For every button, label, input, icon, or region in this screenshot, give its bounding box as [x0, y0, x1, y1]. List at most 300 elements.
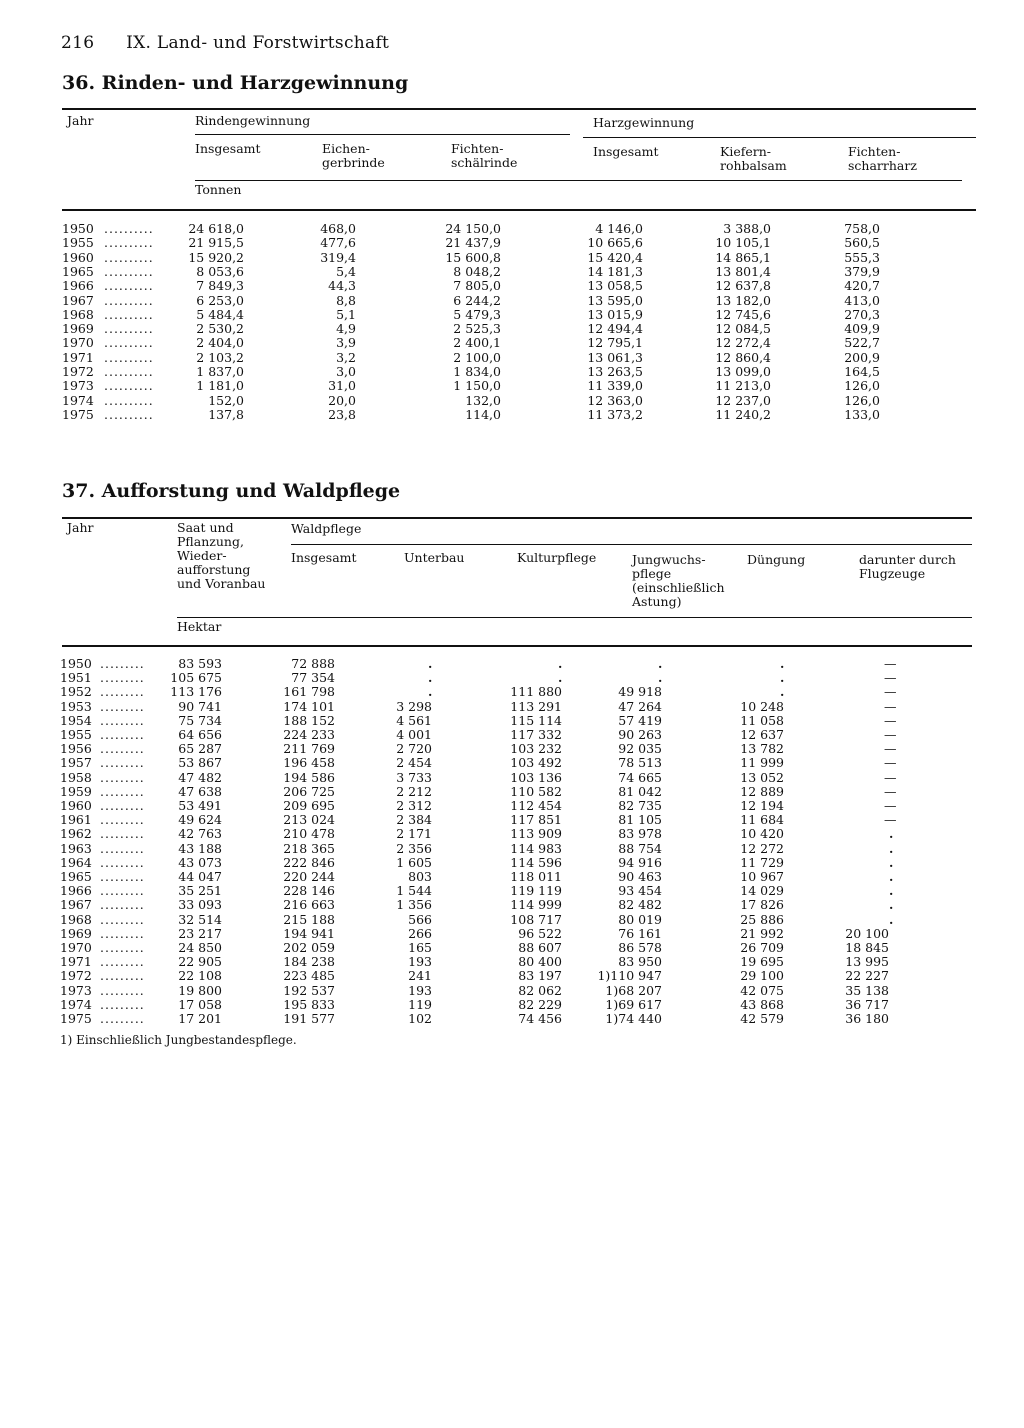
value-cell: 2 212: [396, 783, 432, 799]
value-cell: .: [428, 656, 433, 671]
value-cell: 8 048,2: [453, 263, 501, 279]
value-cell: 11 373,2: [587, 406, 643, 422]
value-cell: 105 675: [170, 670, 222, 686]
value-cell: 12 745,6: [715, 306, 771, 322]
year-cell: 1966: [60, 883, 92, 899]
table37-unit: Hektar: [177, 619, 222, 634]
table37-top-rule: [62, 517, 972, 519]
table-row: [0, 969, 1024, 983]
value-cell: 188 152: [283, 712, 335, 728]
value-cell: 191 577: [283, 1011, 335, 1026]
value-cell: 4,9: [336, 321, 356, 337]
leader-dots: ..........: [104, 349, 154, 365]
value-cell: 88 607: [518, 940, 562, 955]
year-cell: 1970: [62, 335, 94, 351]
leader-dots: .........: [100, 783, 145, 799]
value-cell: 137,8: [208, 406, 244, 422]
value-cell: 31,0: [328, 378, 356, 394]
value-cell: 113 176: [170, 684, 222, 700]
value-cell: 88 754: [618, 840, 662, 856]
value-cell: 409,9: [844, 321, 880, 337]
year-cell: 1969: [62, 321, 94, 337]
value-cell: 20 100: [845, 925, 889, 941]
value-cell: .: [558, 670, 563, 686]
value-cell: 560,5: [844, 235, 880, 251]
value-cell: 132,0: [465, 392, 501, 408]
year-cell: 1959: [60, 783, 92, 799]
year-cell: 1951: [60, 670, 92, 686]
value-cell: —: [884, 741, 897, 757]
year-cell: 1967: [60, 897, 92, 913]
table37-group-waldpflege: Waldpflege: [291, 521, 362, 536]
value-cell: 42 075: [740, 982, 784, 998]
value-cell: 126,0: [844, 392, 880, 408]
value-cell: 2 400,1: [453, 335, 501, 351]
value-cell: 10 420: [740, 826, 784, 842]
value-cell: 270,3: [844, 306, 880, 322]
value-cell: 10 248: [740, 698, 784, 714]
value-cell: 14 865,1: [715, 249, 771, 265]
value-cell: 94 916: [618, 854, 662, 870]
leader-dots: .........: [100, 826, 145, 842]
value-cell: 35 138: [845, 982, 889, 998]
value-cell: 42 579: [740, 1011, 784, 1026]
table-row: [0, 771, 1024, 785]
value-cell: .: [889, 911, 894, 927]
value-cell: 22 227: [845, 968, 889, 984]
value-cell: 2 384: [396, 812, 432, 828]
value-cell: 413,0: [844, 292, 880, 308]
table-row: [0, 322, 1024, 336]
value-cell: 194 941: [283, 925, 335, 941]
value-cell: 165: [408, 940, 432, 955]
value-cell: 118 011: [510, 869, 562, 884]
value-cell: 13 782: [740, 741, 784, 757]
value-cell: 210 478: [283, 826, 335, 842]
value-cell: 81 105: [618, 812, 662, 828]
year-cell: 1973: [60, 982, 92, 998]
value-cell: 35 251: [178, 883, 222, 899]
value-cell: 13 263,5: [587, 364, 643, 379]
table-row: [0, 294, 1024, 308]
value-cell: 96 522: [518, 925, 562, 941]
value-cell: 44 047: [178, 869, 222, 884]
leader-dots: .........: [100, 996, 145, 1012]
value-cell: 200,9: [844, 349, 880, 365]
table37-col-duengung: Düngung: [747, 552, 806, 567]
value-cell: 102: [408, 1011, 432, 1026]
value-cell: 13 061,3: [587, 349, 643, 365]
value-cell: 2 720: [396, 741, 432, 757]
value-cell: 15 920,2: [188, 249, 244, 265]
leader-dots: .........: [100, 954, 145, 970]
value-cell: 43 073: [178, 854, 222, 870]
leader-dots: .........: [100, 883, 145, 899]
value-cell: 2 312: [396, 798, 432, 813]
value-cell: 10 105,1: [715, 235, 771, 251]
value-cell: 80 400: [518, 954, 562, 970]
year-cell: 1950: [62, 221, 94, 236]
value-cell: 86 578: [618, 940, 662, 955]
value-cell: 3,9: [336, 335, 356, 351]
year-cell: 1967: [62, 292, 94, 308]
value-cell: 11 240,2: [715, 406, 771, 422]
value-cell: 17 058: [178, 996, 222, 1012]
leader-dots: .........: [100, 854, 145, 870]
value-cell: 1 837,0: [196, 364, 244, 379]
year-cell: 1960: [60, 798, 92, 813]
value-cell: 82 735: [618, 798, 662, 813]
value-cell: 4 146,0: [595, 221, 643, 236]
value-cell: 555,3: [844, 249, 880, 265]
leader-dots: .........: [100, 798, 145, 813]
value-cell: 64 656: [178, 727, 222, 742]
leader-dots: .........: [100, 684, 145, 700]
year-cell: 1972: [62, 364, 94, 379]
leader-dots: .........: [100, 741, 145, 757]
value-cell: .: [780, 656, 785, 671]
value-cell: 11 729: [740, 854, 784, 870]
value-cell: 14 181,3: [587, 263, 643, 279]
value-cell: 566: [408, 911, 432, 927]
leader-dots: .........: [100, 656, 145, 671]
value-cell: 15 600,8: [445, 249, 501, 265]
value-cell: 21 992: [740, 925, 784, 941]
table36-col-fichtenschaelrinde: Fichten- schälrinde: [451, 141, 518, 170]
value-cell: 57 419: [618, 712, 662, 728]
value-cell: 196 458: [283, 755, 335, 771]
value-cell: 90 463: [618, 869, 662, 884]
table-row: [0, 408, 1024, 422]
value-cell: 12 084,5: [715, 321, 771, 337]
value-cell: 193: [408, 982, 432, 998]
value-cell: 6 244,2: [453, 292, 501, 308]
value-cell: 3 298: [396, 698, 432, 714]
table-row: [0, 351, 1024, 365]
table37-col-jahr: Jahr: [67, 520, 94, 535]
value-cell: 241: [408, 968, 432, 984]
value-cell: 19 695: [740, 954, 784, 970]
year-cell: 1968: [60, 911, 92, 927]
value-cell: 1)110 947: [597, 968, 662, 984]
table37-unit-rule: [177, 617, 972, 618]
value-cell: 206 725: [283, 783, 335, 799]
value-cell: 1)69 617: [605, 996, 662, 1012]
value-cell: 18 845: [845, 940, 889, 955]
value-cell: 3 733: [396, 769, 432, 785]
year-cell: 1966: [62, 278, 94, 294]
value-cell: .: [558, 656, 563, 671]
value-cell: .: [780, 670, 785, 686]
leader-dots: .........: [100, 869, 145, 884]
value-cell: 8,8: [336, 292, 356, 308]
table36-top-rule: [62, 108, 976, 110]
value-cell: 11 999: [740, 755, 784, 771]
table36-col-harz-insgesamt: Insgesamt: [593, 144, 659, 159]
year-cell: 1970: [60, 940, 92, 955]
value-cell: 119: [408, 996, 432, 1012]
value-cell: 161 798: [283, 684, 335, 700]
value-cell: 25 886: [740, 911, 784, 927]
table-row: [0, 379, 1024, 393]
value-cell: 228 146: [283, 883, 335, 899]
value-cell: 114,0: [465, 406, 501, 422]
value-cell: 119 119: [510, 883, 562, 899]
value-cell: 13 995: [845, 954, 889, 970]
leader-dots: ..........: [104, 263, 154, 279]
value-cell: —: [884, 769, 897, 785]
value-cell: 114 596: [510, 854, 562, 870]
value-cell: 78 513: [618, 755, 662, 771]
value-cell: —: [884, 812, 897, 828]
table-row: [0, 756, 1024, 770]
value-cell: 12 194: [740, 798, 784, 813]
value-cell: 126,0: [844, 378, 880, 394]
value-cell: 202 059: [283, 940, 335, 955]
value-cell: 758,0: [844, 221, 880, 236]
year-cell: 1961: [60, 812, 92, 828]
year-cell: 1975: [62, 406, 94, 422]
value-cell: 23,8: [328, 406, 356, 422]
value-cell: —: [884, 727, 897, 742]
value-cell: 12 889: [740, 783, 784, 799]
leader-dots: .........: [100, 769, 145, 785]
leader-dots: ..........: [104, 292, 154, 308]
year-cell: 1954: [60, 712, 92, 728]
page-number: 216: [61, 33, 95, 53]
value-cell: 12 272: [740, 840, 784, 856]
value-cell: 1 605: [396, 854, 432, 870]
table-row: [0, 685, 1024, 699]
value-cell: —: [884, 656, 897, 671]
value-cell: 83 593: [178, 656, 222, 671]
value-cell: 117 851: [510, 812, 562, 828]
table36-col-fichtenscharrharz: Fichten- scharrharz: [848, 144, 917, 173]
value-cell: 152,0: [208, 392, 244, 408]
value-cell: 75 734: [178, 712, 222, 728]
year-cell: 1956: [60, 741, 92, 757]
year-cell: 1953: [60, 698, 92, 714]
value-cell: 112 454: [510, 798, 562, 813]
table-row: [0, 336, 1024, 350]
table37-col-flugzeuge: darunter durch Flugzeuge: [859, 552, 956, 581]
value-cell: 192 537: [283, 982, 335, 998]
year-cell: 1964: [60, 854, 92, 870]
value-cell: 36 180: [845, 1011, 889, 1026]
value-cell: 76 161: [618, 925, 662, 941]
value-cell: 11 058: [740, 712, 784, 728]
year-cell: 1971: [60, 954, 92, 970]
value-cell: 10 665,6: [587, 235, 643, 251]
value-cell: 1)68 207: [605, 982, 662, 998]
value-cell: 17 826: [740, 897, 784, 913]
leader-dots: ..........: [104, 221, 154, 236]
value-cell: 32 514: [178, 911, 222, 927]
year-cell: 1968: [62, 306, 94, 322]
value-cell: 24 150,0: [445, 221, 501, 236]
year-cell: 1971: [62, 349, 94, 365]
value-cell: 266: [408, 925, 432, 941]
table-row: [0, 279, 1024, 293]
leader-dots: .........: [100, 925, 145, 941]
leader-dots: ..........: [104, 306, 154, 322]
year-cell: 1973: [62, 378, 94, 394]
value-cell: 803: [408, 869, 432, 884]
value-cell: 81 042: [618, 783, 662, 799]
leader-dots: .........: [100, 755, 145, 771]
value-cell: 2 454: [396, 755, 432, 771]
leader-dots: ..........: [104, 235, 154, 251]
table-row: [0, 251, 1024, 265]
value-cell: 5,1: [336, 306, 356, 322]
year-cell: 1974: [60, 996, 92, 1012]
leader-dots: ..........: [104, 249, 154, 265]
value-cell: 2 356: [396, 840, 432, 856]
table36-header-bottom-rule: [62, 209, 976, 211]
value-cell: —: [884, 670, 897, 686]
value-cell: 36 717: [845, 996, 889, 1012]
value-cell: 13 015,9: [587, 306, 643, 322]
table36-group-rinden: Rindengewinnung: [195, 113, 311, 128]
value-cell: 53 491: [178, 798, 222, 813]
value-cell: 83 197: [518, 968, 562, 984]
table36-harz-rule: [583, 137, 976, 138]
value-cell: —: [884, 755, 897, 771]
value-cell: 6 253,0: [196, 292, 244, 308]
leader-dots: ..........: [104, 278, 154, 294]
year-cell: 1952: [60, 684, 92, 700]
page-header: [61, 33, 389, 53]
value-cell: 29 100: [740, 968, 784, 984]
table-row: [0, 394, 1024, 408]
leader-dots: .........: [100, 812, 145, 828]
table-row: [0, 1012, 1024, 1026]
table-row: [0, 365, 1024, 379]
value-cell: 111 880: [510, 684, 562, 700]
value-cell: 13 052: [740, 769, 784, 785]
value-cell: 90 741: [178, 698, 222, 714]
value-cell: 209 695: [283, 798, 335, 813]
value-cell: 22 108: [178, 968, 222, 984]
value-cell: 13 099,0: [715, 364, 771, 379]
value-cell: 12 637,8: [715, 278, 771, 294]
year-cell: 1957: [60, 755, 92, 771]
value-cell: 164,5: [844, 364, 880, 379]
value-cell: 174 101: [283, 698, 335, 714]
leader-dots: ..........: [104, 364, 154, 379]
value-cell: 1 834,0: [453, 364, 501, 379]
value-cell: 24 850: [178, 940, 222, 955]
value-cell: .: [889, 826, 894, 842]
value-cell: 13 801,4: [715, 263, 771, 279]
value-cell: 215 188: [283, 911, 335, 927]
value-cell: —: [884, 684, 897, 700]
year-cell: 1960: [62, 249, 94, 265]
value-cell: 13 595,0: [587, 292, 643, 308]
value-cell: 26 709: [740, 940, 784, 955]
year-cell: 1955: [62, 235, 94, 251]
value-cell: 5 484,4: [196, 306, 244, 322]
value-cell: 12 237,0: [715, 392, 771, 408]
value-cell: 115 114: [510, 712, 562, 728]
value-cell: 23 217: [178, 925, 222, 941]
table37-wald-rule: [291, 544, 972, 545]
leader-dots: ..........: [104, 378, 154, 394]
year-cell: 1955: [60, 727, 92, 742]
value-cell: 21 437,9: [445, 235, 501, 251]
value-cell: 3,2: [336, 349, 356, 365]
year-cell: 1962: [60, 826, 92, 842]
year-cell: 1958: [60, 769, 92, 785]
value-cell: .: [428, 670, 433, 686]
value-cell: 2 530,2: [196, 321, 244, 337]
table36-col-kiefernrohbalsam: Kiefern- rohbalsam: [720, 144, 787, 173]
leader-dots: .........: [100, 840, 145, 856]
table-row: [0, 913, 1024, 927]
value-cell: 194 586: [283, 769, 335, 785]
year-cell: 1965: [60, 869, 92, 884]
value-cell: 42 763: [178, 826, 222, 842]
value-cell: 12 272,4: [715, 335, 771, 351]
table-row: [0, 657, 1024, 671]
value-cell: 12 494,4: [587, 321, 643, 337]
table36-unit-rule: [195, 180, 962, 181]
value-cell: 2 103,2: [196, 349, 244, 365]
value-cell: 80 019: [618, 911, 662, 927]
value-cell: 83 978: [618, 826, 662, 842]
table37-col-jungwuchspflege: Jungwuchs- pflege (einschließlich Astung): [632, 552, 725, 609]
value-cell: 49 918: [618, 684, 662, 700]
value-cell: 103 232: [510, 741, 562, 757]
value-cell: 113 909: [510, 826, 562, 842]
year-cell: 1974: [62, 392, 94, 408]
leader-dots: .........: [100, 897, 145, 913]
value-cell: .: [658, 670, 663, 686]
leader-dots: .........: [100, 968, 145, 984]
value-cell: 3,0: [336, 364, 356, 379]
table-row: [0, 984, 1024, 998]
value-cell: 20,0: [328, 392, 356, 408]
table-row: [0, 308, 1024, 322]
value-cell: 2 171: [396, 826, 432, 842]
year-cell: 1965: [62, 263, 94, 279]
table37-col-kulturpflege: Kulturpflege: [517, 550, 597, 565]
value-cell: 3 388,0: [723, 221, 771, 236]
value-cell: 113 291: [510, 698, 562, 714]
table37-col-insgesamt: Insgesamt: [291, 550, 357, 565]
value-cell: 82 062: [518, 982, 562, 998]
leader-dots: .........: [100, 698, 145, 714]
value-cell: 65 287: [178, 741, 222, 757]
table37-header-bottom-rule: [62, 645, 972, 647]
year-cell: 1975: [60, 1011, 92, 1026]
value-cell: .: [428, 684, 433, 700]
value-cell: 74 456: [518, 1011, 562, 1026]
value-cell: 22 905: [178, 954, 222, 970]
value-cell: 7 805,0: [453, 278, 501, 294]
value-cell: 17 201: [178, 1011, 222, 1026]
leader-dots: .........: [100, 1011, 145, 1026]
value-cell: 4 001: [396, 727, 432, 742]
leader-dots: .........: [100, 727, 145, 742]
value-cell: 2 100,0: [453, 349, 501, 365]
value-cell: 47 264: [618, 698, 662, 714]
value-cell: 216 663: [283, 897, 335, 913]
table36-col-rinden-insgesamt: Insgesamt: [195, 141, 261, 156]
leader-dots: ..........: [104, 406, 154, 422]
value-cell: —: [884, 712, 897, 728]
leader-dots: ..........: [104, 392, 154, 408]
